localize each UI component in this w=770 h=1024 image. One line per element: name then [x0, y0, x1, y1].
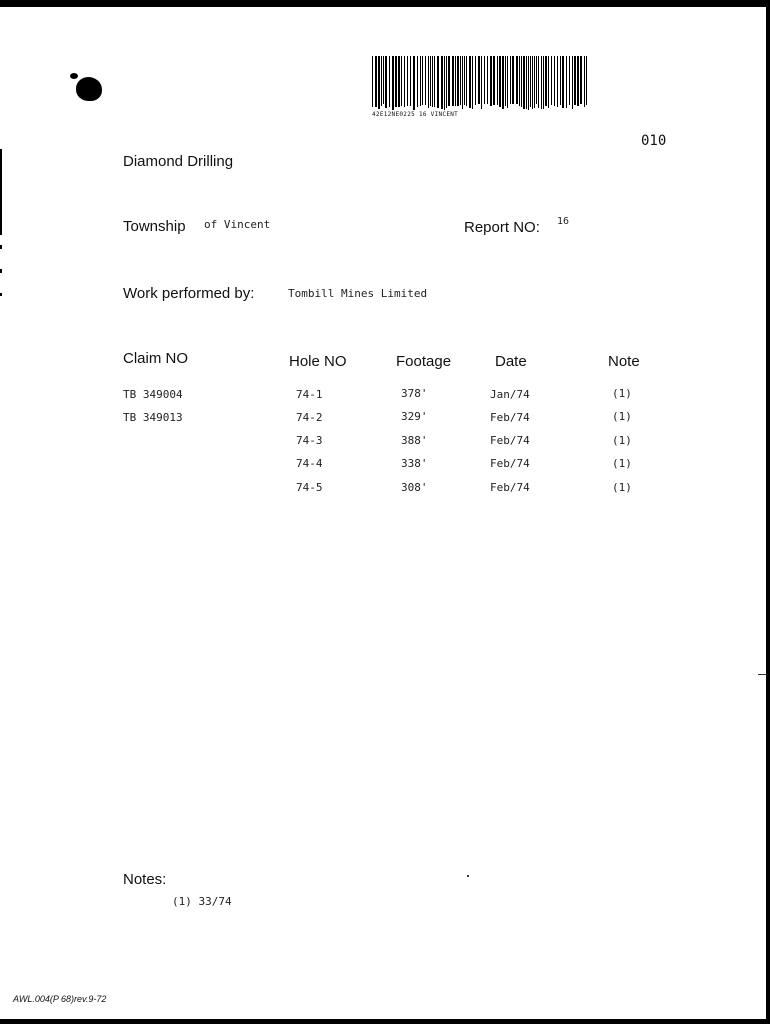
edge-mark	[0, 293, 2, 296]
document-page	[0, 7, 766, 1019]
header-claim: Claim NO	[123, 350, 189, 367]
form-footer: AWL.004(P 68)rev.9-72	[13, 994, 107, 1004]
header-footage: Footage	[396, 353, 452, 370]
township-value: of Vincent	[204, 218, 271, 231]
cell-hole: 74-3	[296, 434, 323, 447]
note-item: (1) 33/74	[172, 895, 232, 908]
work-performed-value: Tombill Mines Limited	[288, 287, 428, 300]
ink-blot	[76, 77, 102, 101]
edge-mark	[0, 245, 2, 249]
cell-date: Feb/74	[490, 434, 530, 447]
scan-speck	[758, 674, 766, 675]
cell-note: (1)	[612, 387, 632, 400]
work-performed-label: Work performed by:	[123, 285, 255, 302]
report-number: 16	[557, 216, 570, 227]
cell-date: Feb/74	[490, 481, 530, 494]
cell-claim: TB 349013	[123, 411, 183, 424]
barcode-graphic	[372, 56, 590, 112]
township-label: Township	[123, 218, 186, 235]
scan-speck	[467, 875, 469, 877]
cell-date: Feb/74	[490, 457, 530, 470]
header-date: Date	[495, 353, 527, 370]
cell-claim: TB 349004	[123, 388, 183, 401]
cell-hole: 74-5	[296, 481, 323, 494]
report-label: Report NO:	[464, 219, 540, 236]
cell-hole: 74-1	[296, 388, 323, 401]
cell-footage: 308'	[401, 481, 428, 494]
document-title: Diamond Drilling	[123, 153, 234, 170]
cell-footage: 378'	[401, 387, 428, 400]
notes-label: Notes:	[123, 871, 167, 888]
edge-mark	[0, 149, 2, 235]
header-hole: Hole NO	[289, 353, 347, 370]
page-stamp: 010	[641, 133, 667, 149]
cell-hole: 74-4	[296, 457, 323, 470]
cell-hole: 74-2	[296, 411, 323, 424]
edge-mark	[0, 269, 2, 273]
cell-footage: 329'	[401, 410, 428, 423]
cell-footage: 338'	[401, 457, 428, 470]
cell-note: (1)	[612, 481, 632, 494]
cell-note: (1)	[612, 410, 632, 423]
barcode-label: 42E12NE0225 16 VINCENT	[372, 111, 459, 118]
cell-note: (1)	[612, 434, 632, 447]
cell-date: Feb/74	[490, 411, 530, 424]
cell-note: (1)	[612, 457, 632, 470]
cell-footage: 388'	[401, 434, 428, 447]
header-note: Note	[608, 353, 640, 370]
cell-date: Jan/74	[490, 388, 530, 401]
barcode	[372, 56, 590, 118]
